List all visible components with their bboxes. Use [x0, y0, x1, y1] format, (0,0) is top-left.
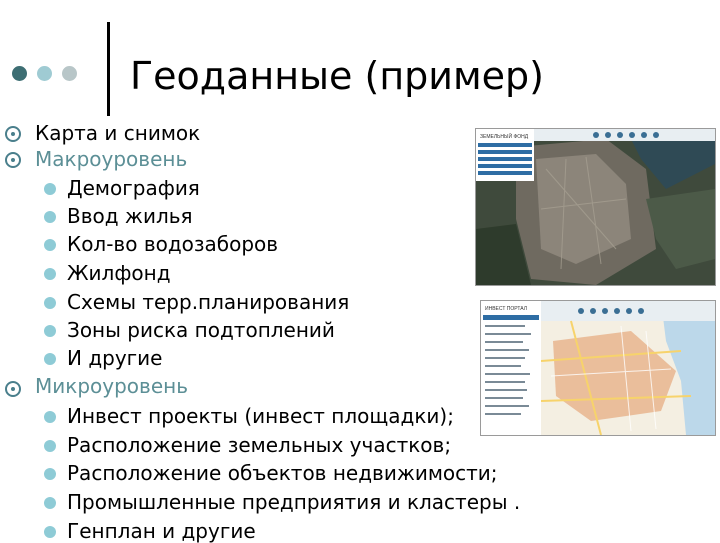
sub-bullet-item: Расположение земельных участков;	[67, 433, 452, 457]
sub-bullet-item: Жилфонд	[67, 261, 171, 285]
sub-bullet-icon	[44, 526, 56, 538]
sub-bullet-icon	[44, 239, 56, 251]
sub-bullet-icon	[44, 183, 56, 195]
sub-bullet-item: И другие	[67, 346, 163, 370]
sub-bullet-item: Ввод жилья	[67, 204, 193, 228]
sub-bullet-item: Демография	[67, 176, 200, 200]
sub-bullet-item: Инвест проекты (инвест площадки);	[67, 404, 454, 428]
bullet-icon	[5, 152, 21, 168]
sub-bullet-icon	[44, 353, 56, 365]
bullet-heading: Макроуровень	[35, 147, 188, 171]
vector-map-screenshot	[480, 300, 716, 436]
sub-bullet-item: Промышленные предприятия и кластеры .	[67, 490, 521, 514]
satellite-image	[476, 129, 715, 285]
sub-bullet-item: Расположение объектов недвижимости;	[67, 461, 498, 485]
satellite-panel-title: ЗЕМЕЛЬНЫЙ ФОНД	[480, 134, 529, 140]
slide-title: Геоданные (пример)	[130, 54, 544, 98]
map-image	[481, 301, 715, 435]
sub-bullet-icon	[44, 268, 56, 280]
bullet-icon	[5, 381, 21, 397]
sub-bullet-icon	[44, 325, 56, 337]
sub-bullet-item: Зоны риска подтоплений	[67, 318, 335, 342]
title-divider	[107, 22, 110, 116]
sub-bullet-icon	[44, 297, 56, 309]
sub-bullet-icon	[44, 497, 56, 509]
dot-light	[37, 66, 52, 81]
bullet-heading: Микроуровень	[35, 374, 188, 398]
sub-bullet-item: Кол-во водозаборов	[67, 232, 279, 256]
bullet-icon	[5, 126, 21, 142]
map-panel-title: ИНВЕСТ ПОРТАЛ	[485, 306, 527, 312]
dot-dark	[12, 66, 27, 81]
sub-bullet-icon	[44, 411, 56, 423]
sub-bullet-icon	[44, 440, 56, 452]
sub-bullet-item: Генплан и другие	[67, 519, 256, 543]
dot-gray	[62, 66, 77, 81]
sub-bullet-item: Схемы терр.планирования	[67, 290, 350, 314]
decorative-dots	[12, 66, 77, 81]
satellite-map-screenshot	[475, 128, 716, 286]
bullet-item: Карта и снимок	[35, 121, 201, 145]
sub-bullet-icon	[44, 211, 56, 223]
sub-bullet-icon	[44, 468, 56, 480]
